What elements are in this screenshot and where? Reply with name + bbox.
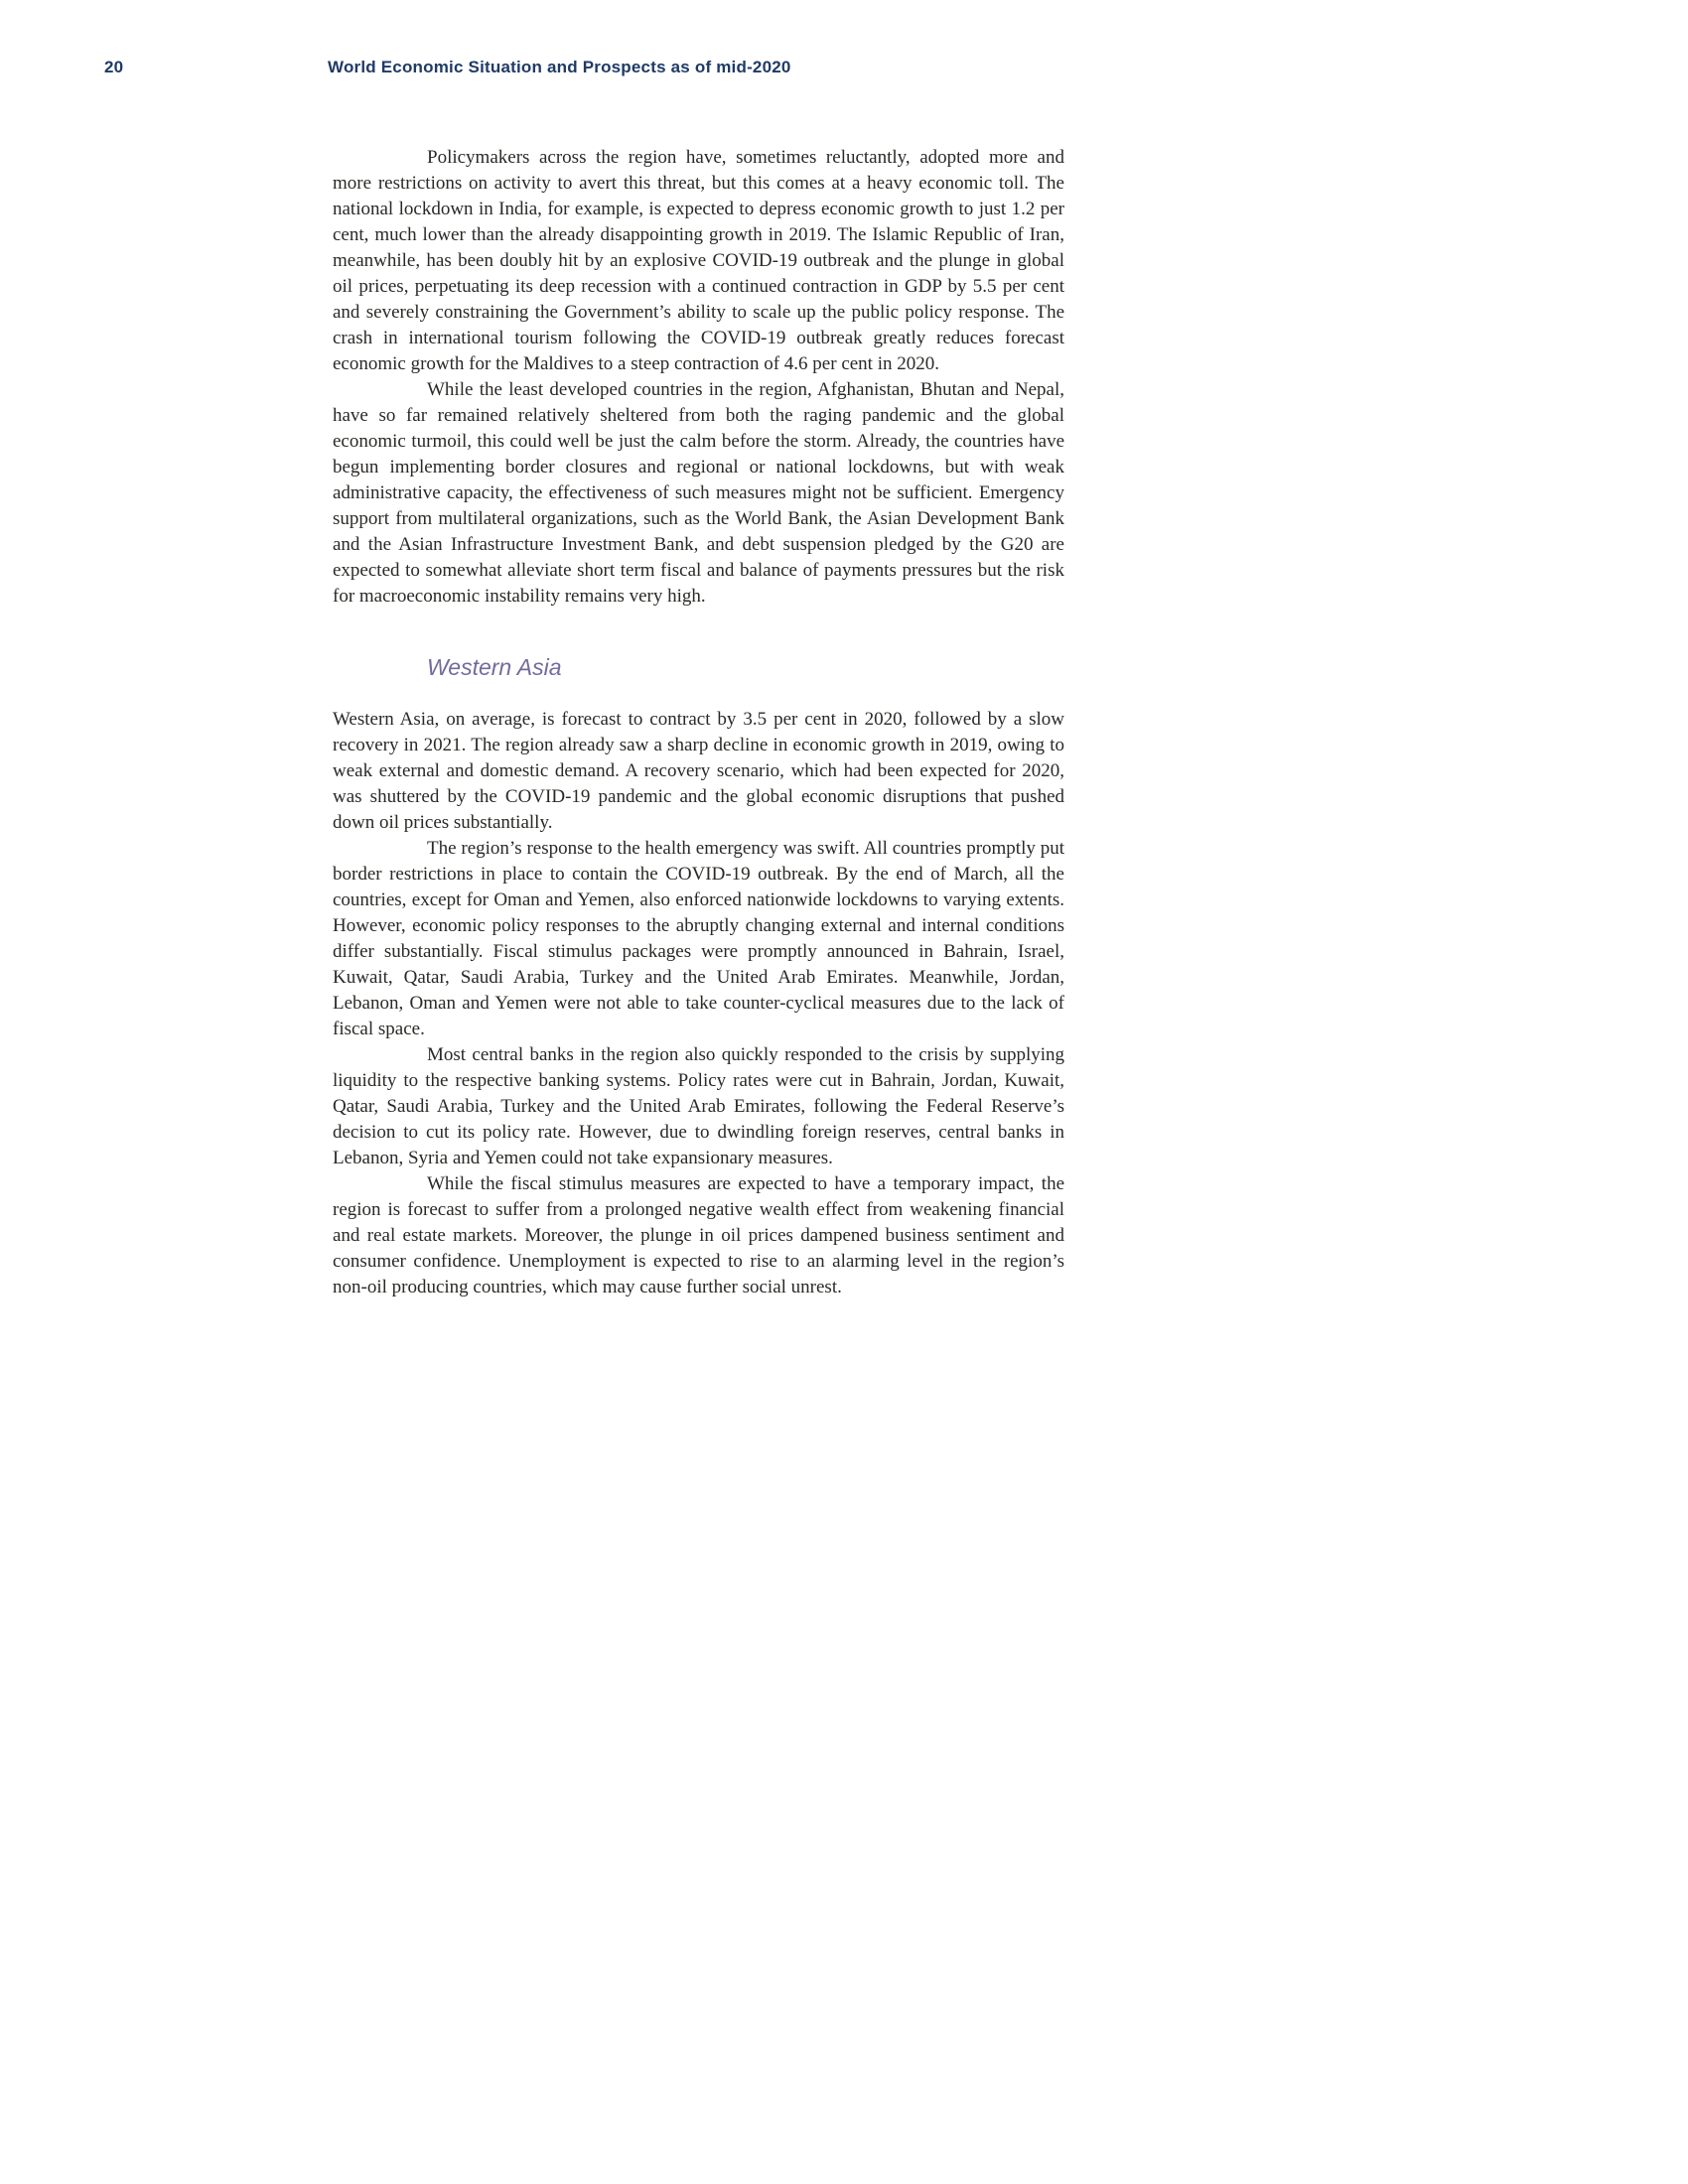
paragraph-least-developed-countries: While the least developed countries in the region, Afghanistan, Bhutan and Nepal, have so far remained relatively sheltered from both the raging pandemic and the global economic turmoil, this could well be just the calm before the storm. Already, the countries have begun implementing border closures and regional or national lockdowns, but with weak administrative capacity, the effectiveness of such measures might not be sufficient. Emergency support from multilateral organizations, such as the World Bank, the Asian Development Bank and the Asian Infrastructure Investment Bank, and debt suspension pledged by the G20 are expected to somewhat alleviate short term fiscal and balance of payments pressures but the risk for macroeconomic instability remains very high. (333, 379, 1064, 607)
paragraph-central-banks: Most central banks in the region also quickly responded to the crisis by supplying liquidity to the respective banking systems. Policy rates were cut in Bahrain, Jordan, Kuwait, Qatar, Saudi Arabia, Turkey and the United Arab Emirates, following the Federal Reserve’s decision to cut its policy rate. However, due to dwindling foreign reserves, central banks in Lebanon, Syria and Yemen could not take expansionary measures. (333, 1044, 1064, 1168)
page-number: 20 (104, 58, 124, 76)
paragraph-policymakers: Policymakers across the region have, sometimes reluctantly, adopted more and more restrictions on activity to avert this threat, but this comes at a heavy economic toll. The national lockdown in India, for example, is expected to depress economic growth to just 1.2 per cent, much lower than the already disappointing growth in 2019. The Islamic Republic of Iran, meanwhile, has been doubly hit by an explosive COVID-19 outbreak and the plunge in global oil prices, perpetuating its deep recession with a continued contraction in GDP by 5.5 per cent and severely constraining the Government’s ability to scale up the public policy response. The crash in international tourism following the COVID-19 outbreak greatly reduces forecast economic growth for the Maldives to a steep contraction of 4.6 per cent in 2020. (333, 147, 1064, 374)
paragraph-region-response: The region’s response to the health emergency was swift. All countries promptly put border restrictions in place to contain the COVID-19 outbreak. By the end of March, all the countries, except for Oman and Yemen, also enforced nationwide lockdowns to varying extents. However, economic policy responses to the abruptly changing external and internal conditions differ substantially. Fiscal stimulus packages were promptly announced in Bahrain, Israel, Kuwait, Qatar, Saudi Arabia, Turkey and the United Arab Emirates. Meanwhile, Jordan, Lebanon, Oman and Yemen were not able to take counter-cyclical measures due to the lack of fiscal space. (333, 838, 1064, 1039)
body-text-column (333, 145, 1064, 1300)
running-header-title: World Economic Situation and Prospects as of mid-2020 (328, 58, 791, 76)
paragraph-western-asia-forecast: Western Asia, on average, is forecast to contract by 3.5 per cent in 2020, followed by a slow recovery in 2021. The region already saw a sharp decline in economic growth in 2019, owing to weak external and domestic demand. A recovery scenario, which had been expected for 2020, was shuttered by the COVID-19 pandemic and the global economic disruptions that pushed down oil prices substantially. (333, 709, 1064, 833)
paragraph-fiscal-stimulus-impact: While the fiscal stimulus measures are expected to have a temporary impact, the region is forecast to suffer from a prolonged negative wealth effect from weakening financial and real estate markets. Moreover, the plunge in oil prices dampened business sentiment and consumer confidence. Unemployment is expected to rise to an alarming level in the region’s non-oil producing countries, which may cause further social unrest. (333, 1173, 1064, 1297)
section-heading-western-asia: Western Asia (427, 654, 562, 680)
